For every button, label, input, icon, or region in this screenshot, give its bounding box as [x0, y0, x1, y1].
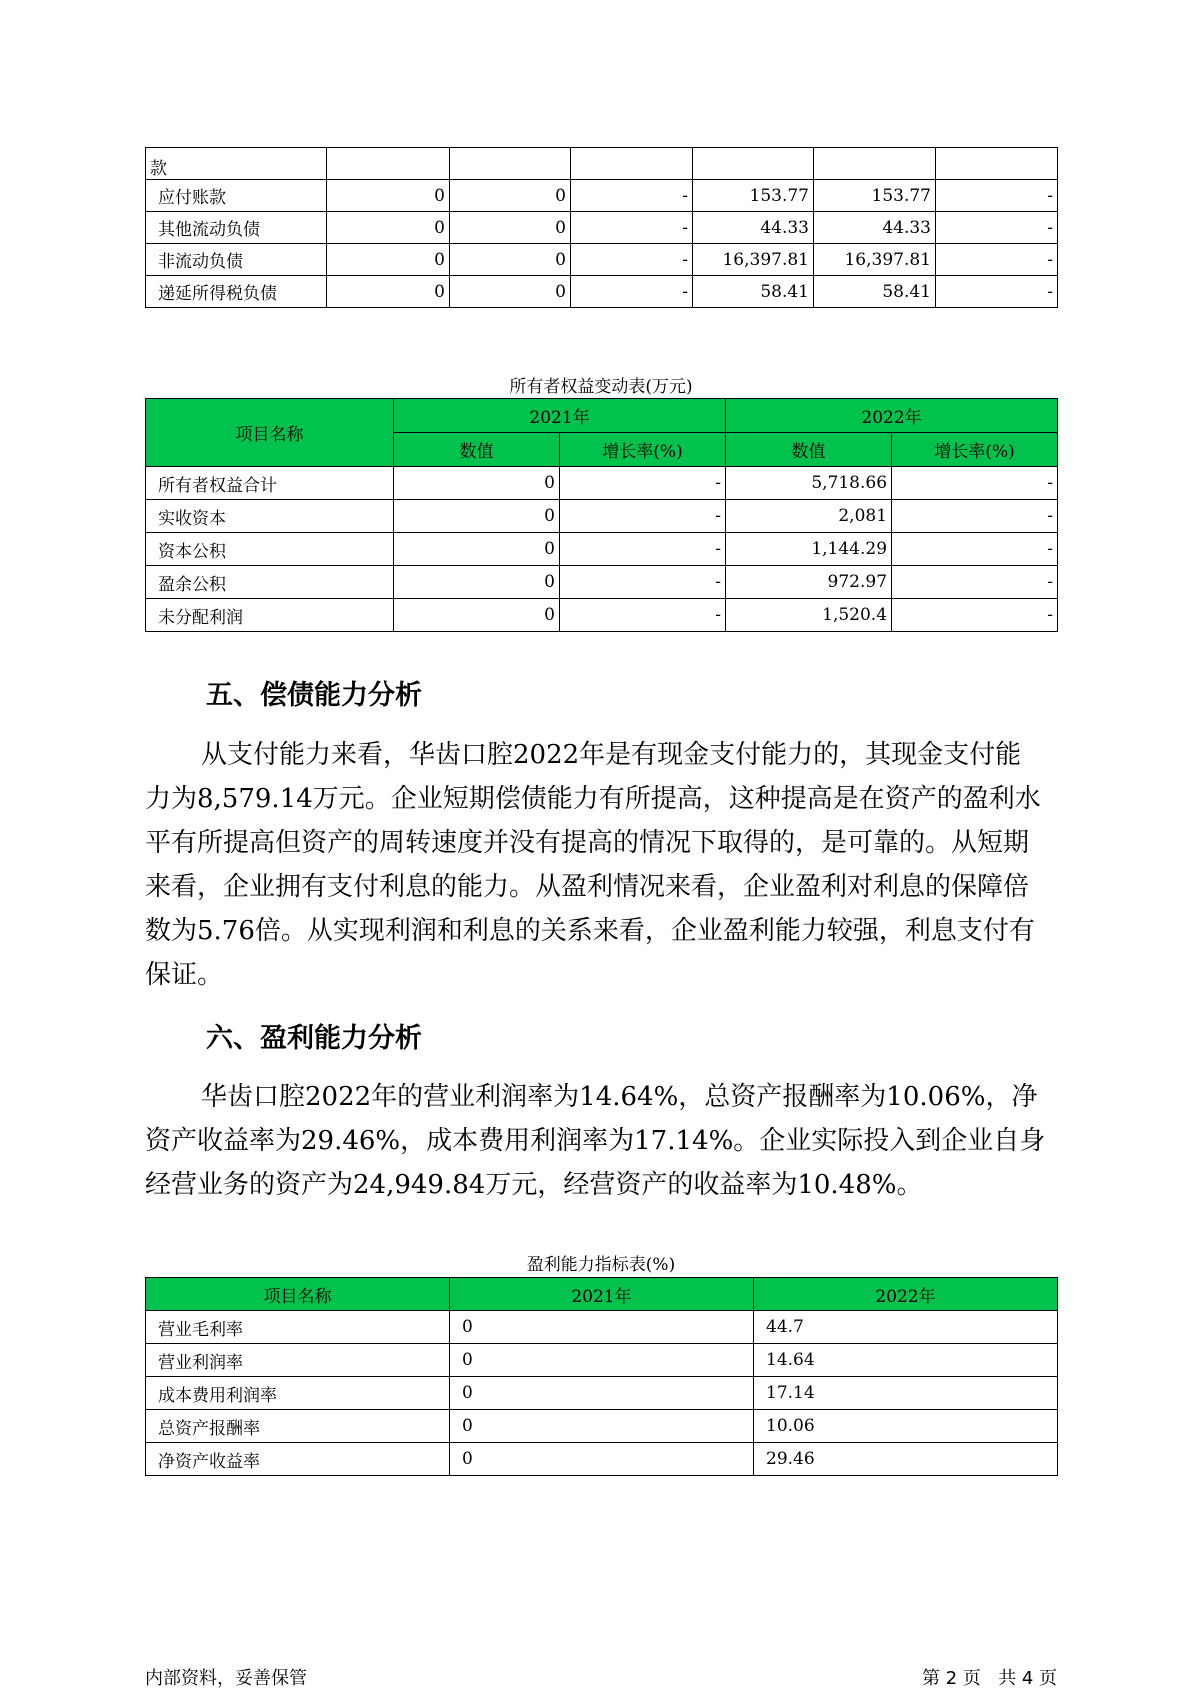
row-name: 应付账款: [146, 180, 327, 212]
header-2021: 2021年: [394, 399, 726, 433]
row-name: 其他流动负债: [146, 212, 327, 244]
row-name: 营业利润率: [146, 1344, 450, 1377]
section-heading-profitability: 六、盈利能力分析: [206, 1023, 422, 1054]
header-value: 数值: [726, 433, 892, 467]
row-name: 营业毛利率: [146, 1311, 450, 1344]
equity-table: [145, 398, 1058, 632]
row-name: 盈余公积: [146, 566, 394, 599]
row-name: 未分配利润: [146, 599, 394, 632]
row-name: 实收资本: [146, 500, 394, 533]
table-row: 营业利润率 0 14.64: [146, 1344, 1058, 1377]
header-2022: 2022年: [726, 399, 1058, 433]
table-row: 其他流动负债 0 0 - 44.33 44.33 -: [146, 212, 1058, 244]
paragraph-profitability: 华齿口腔2022年的营业利润率为14.64%，总资产报酬率为10.06%，净资产收益率为29.46%，成本费用利润率为17.14%。企业实际投入到企业自身经营业务的资产为24,949.84万元，经营资产的收益率为10.48%。: [145, 1082, 1046, 1200]
row-name: 非流动负债: [146, 244, 327, 276]
row-name: 资本公积: [146, 533, 394, 566]
profitability-table-caption: 盈利能力指标表(%): [526, 1255, 676, 1275]
header-growth: 增长率(%): [892, 433, 1058, 467]
table-row: 净资产收益率 0 29.46: [146, 1443, 1058, 1476]
table-row: 营业毛利率 0 44.7: [146, 1311, 1058, 1344]
table-row: [146, 148, 1058, 180]
row-name: 成本费用利润率: [146, 1377, 450, 1410]
table-row: 总资产报酬率 0 10.06: [146, 1410, 1058, 1443]
footer-confidential-note: 内部资料，妥善保管: [145, 1668, 307, 1689]
row-name: 所有者权益合计: [146, 467, 394, 500]
table-row: 实收资本 0 - 2,081 -: [146, 500, 1058, 533]
header-2021: 2021年: [450, 1278, 754, 1311]
table-row: 所有者权益合计 0 - 5,718.66 -: [146, 467, 1058, 500]
table-row: 应付账款 0 0 - 153.77 153.77 -: [146, 180, 1058, 212]
row-name: 总资产报酬率: [146, 1410, 450, 1443]
table-row: 递延所得税负债 0 0 - 58.41 58.41 -: [146, 276, 1058, 308]
table-row: 盈余公积 0 - 972.97 -: [146, 566, 1058, 599]
section-heading-solvency: 五、偿债能力分析: [206, 680, 422, 711]
table-row: 未分配利润 0 - 1,520.4 -: [146, 599, 1058, 632]
row-name: 净资产收益率: [146, 1443, 450, 1476]
footer-page-number: 第 2 页 共 4 页: [922, 1668, 1057, 1689]
header-growth: 增长率(%): [560, 433, 726, 467]
profitability-table: [145, 1277, 1058, 1476]
table-row: 资本公积 0 - 1,144.29 -: [146, 533, 1058, 566]
paragraph-solvency: 从支付能力来看，华齿口腔2022年是有现金支付能力的，其现金支付能力为8,579.14万元。企业短期偿债能力有所提高，这种提高是在资产的盈利水平有所提高但资产的周转速度并没有提高的情况下取得的，是可靠的。从短期来看，企业拥有支付利息的能力。从盈利情况来看，企业盈利对利息的保障倍数为5.76倍。从实现利润和利息的关系来看，企业盈利能力较强，利息支付有保证。: [145, 740, 1041, 990]
header-item-name: 项目名称: [146, 1278, 450, 1311]
equity-table-caption: 所有者权益变动表(万元): [509, 377, 693, 397]
table-row: 成本费用利润率 0 17.14: [146, 1377, 1058, 1410]
row-name: 递延所得税负债: [146, 276, 327, 308]
liabilities-table: [145, 147, 1058, 308]
header-2022: 2022年: [754, 1278, 1058, 1311]
row-name: 款: [146, 148, 327, 180]
header-item-name: 项目名称: [146, 399, 394, 467]
table-row: 非流动负债 0 0 - 16,397.81 16,397.81 -: [146, 244, 1058, 276]
header-value: 数值: [394, 433, 560, 467]
